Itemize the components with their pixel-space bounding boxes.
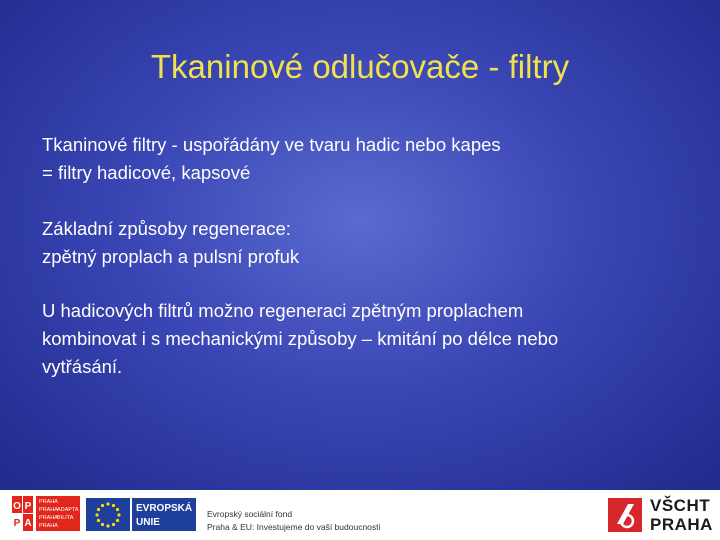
paragraph-2-line-1: Základní způsoby regenerace: [42,218,291,239]
opp-side-line-3b: BILITA [57,515,74,521]
vscht-line-1: VŠCHT [650,496,711,515]
opp-letter-o: O [13,501,21,512]
opp-letter-p1: P [24,501,32,512]
eu-logo [86,497,196,532]
paragraph-3-line-3: vytřásání. [42,356,123,377]
vscht-wordmark [650,496,713,534]
opp-side-line-3: PRAHA [39,515,58,521]
opp-side-line-2: PRAHA [39,507,58,513]
paragraph-1-line-2: = filtry hadicové, kapsové [42,162,251,183]
slide-title: Tkaninové odlučovače - filtry [150,48,570,85]
opp-praha-logo [12,496,84,532]
opp-letter-p2: P [13,518,21,529]
eu-line-2: UNIE [136,517,160,528]
paragraph-3-line-2: kombinovat i s mechanickými způsoby – kmitání po délce nebo [42,328,559,349]
paragraph-3-line-1: U hadicových filtrů možno regeneraci zpětným proplachem [42,300,524,321]
opp-side-line-2b: ADAPTA [57,507,79,513]
esf-line-1: Evropský sociální fond [207,509,293,519]
vscht-line-2: PRAHA [650,515,713,534]
eu-line-1: EVROPSKÁ [136,503,193,514]
slide-content [42,131,682,381]
opp-side-line-1: PRAHA [39,499,58,505]
opp-letter-a: A [24,518,32,529]
esf-line-2: Praha & EU: Investujeme do vaší budoucnosti [207,522,381,532]
opp-side-line-4: PRAHA [39,523,58,529]
paragraph-1-line-1: Tkaninové filtry - uspořádány ve tvaru hadic nebo kapes [42,134,501,155]
esf-caption [207,508,380,534]
paragraph-2-line-2: zpětný proplach a pulsní profuk [42,246,300,267]
